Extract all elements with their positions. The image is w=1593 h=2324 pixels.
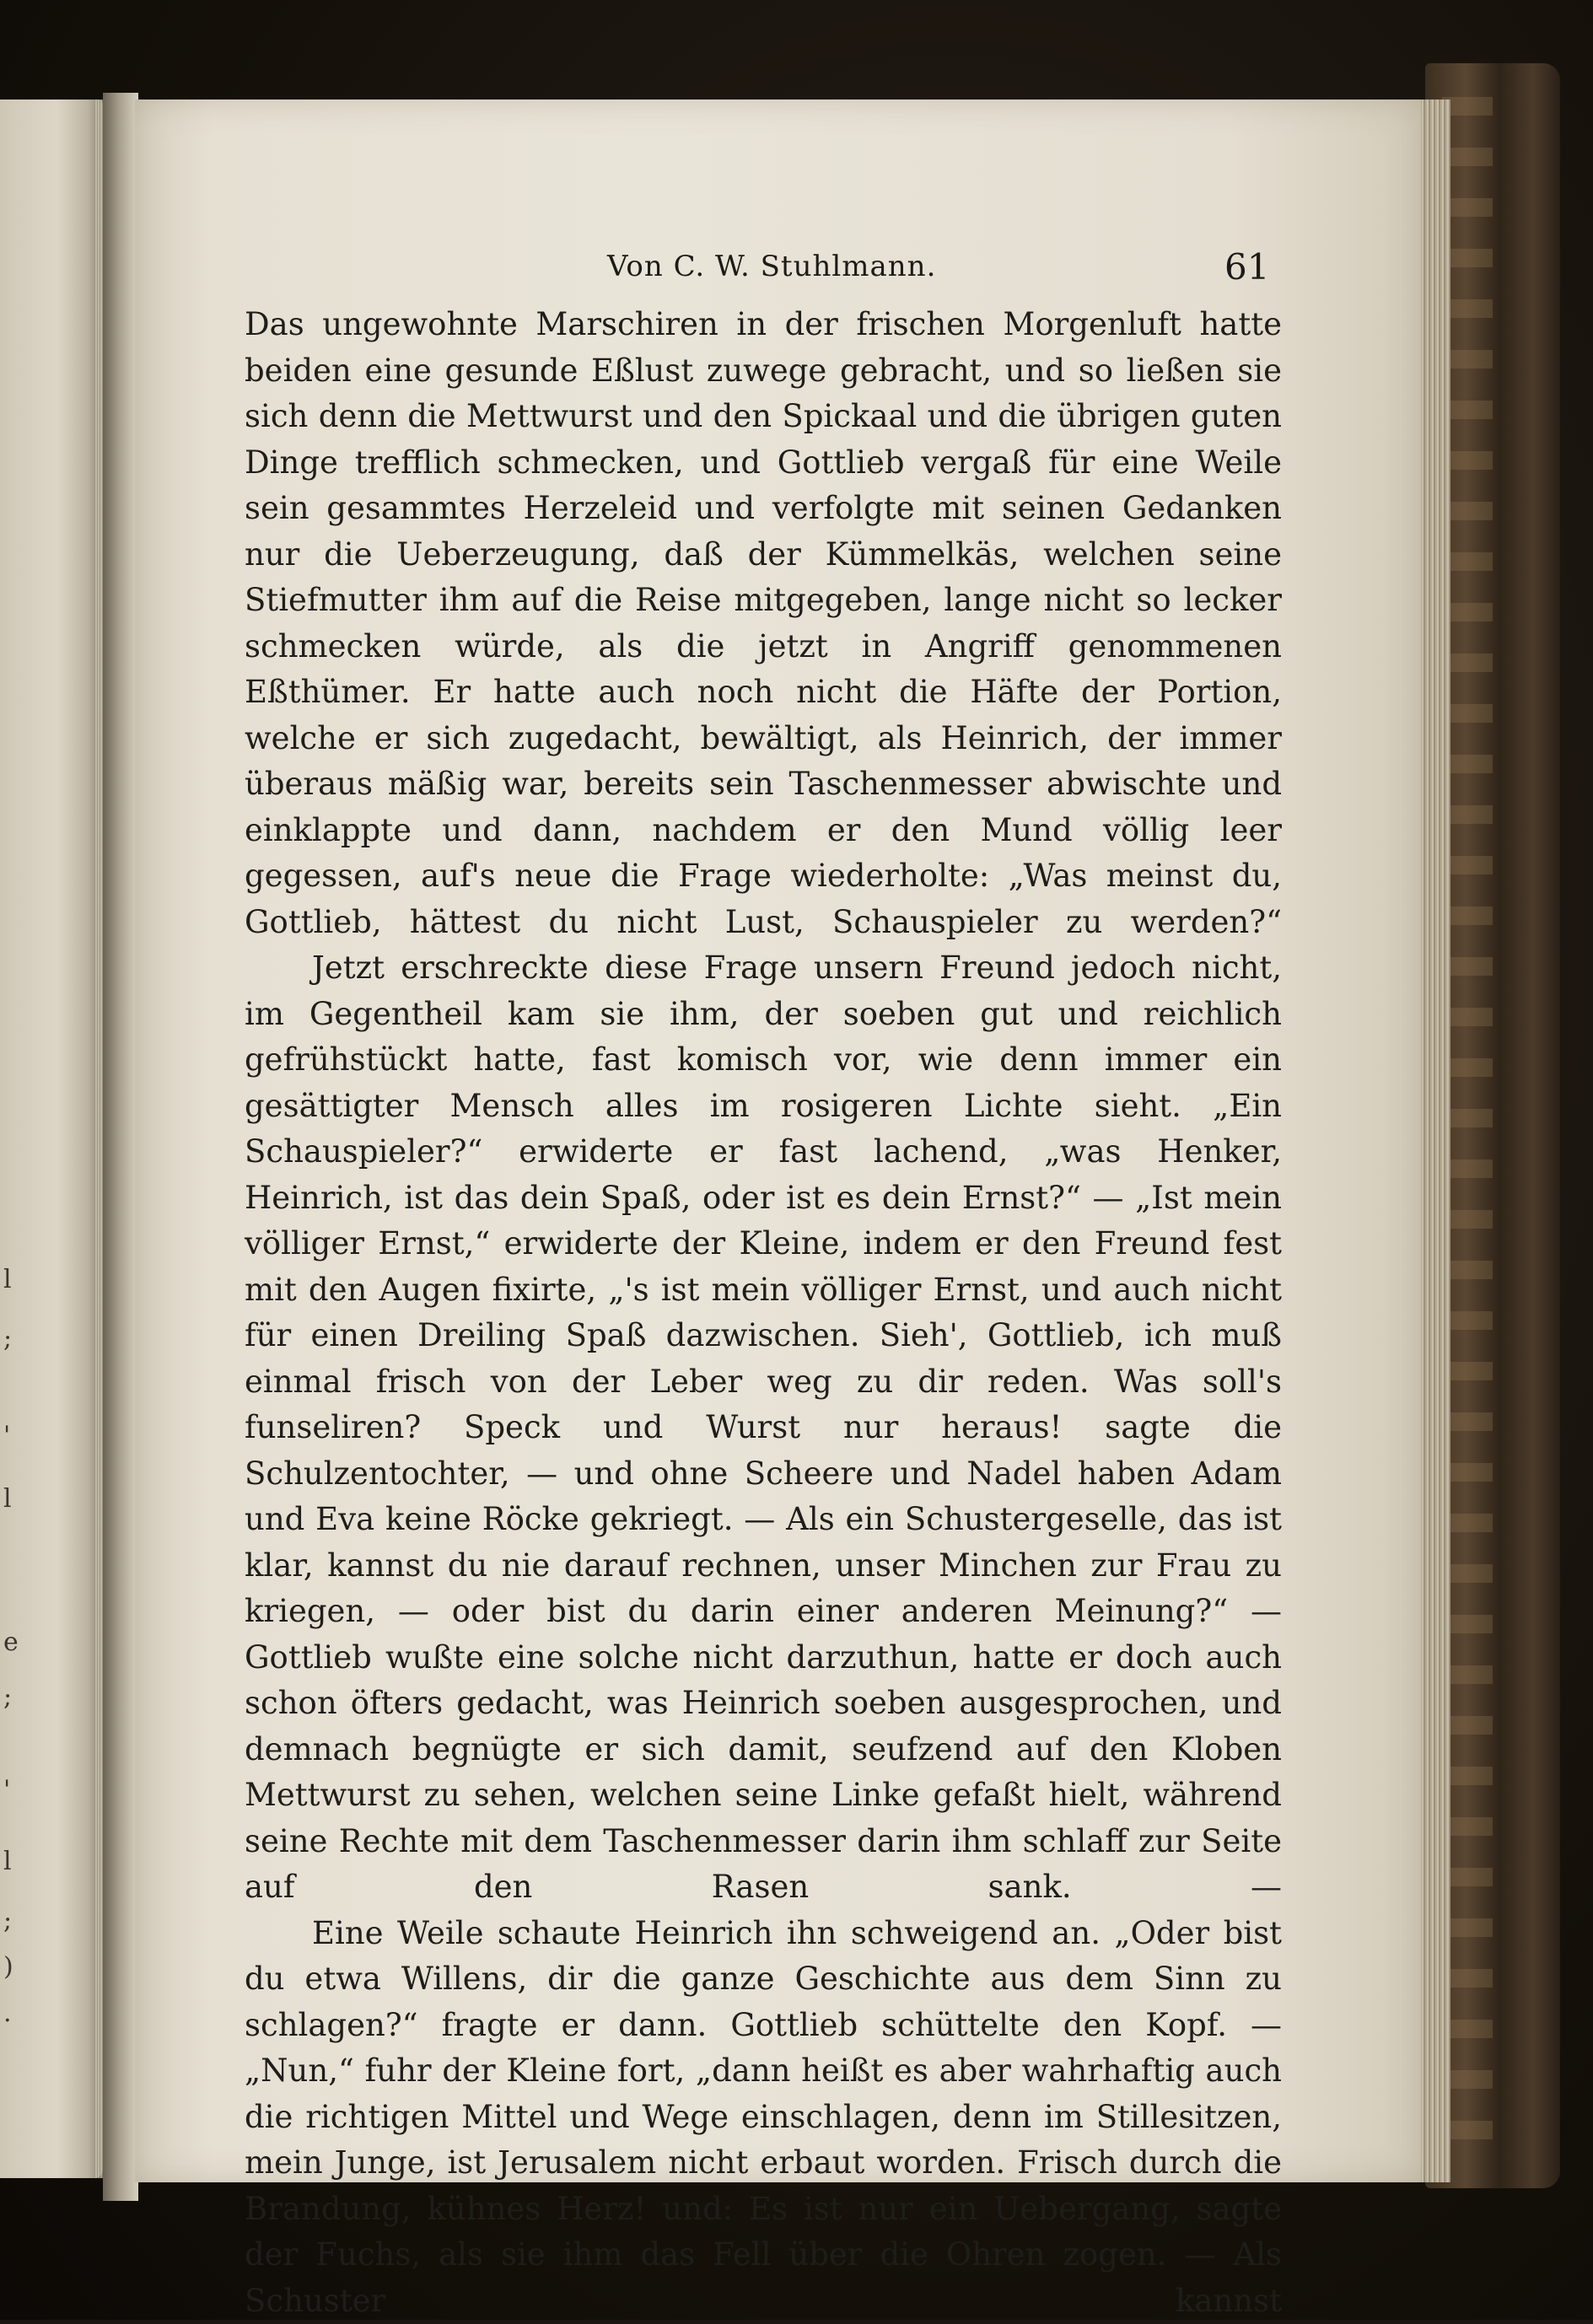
margin-mark: ' [3, 1421, 10, 1450]
paragraph: Eine Weile schaute Heinrich ihn schweigend an. „Oder bist du etwa Willens, dir die ganze Geschichte aus dem Sinn zu schlagen?“ fragte er dann. Gottlieb schüttelte den Kopf. — „Nun,“ fuhr der Kleine fort, „dann heißt es aber wahrhaftig auch die richtigen Mittel und Wege einschlagen, denn im Stillesitzen, mein Junge, ist Jerusalem nicht erbaut worden. Frisch durch die Brandung, kühnes Herz! und: Es ist nur ein Uebergang, sagte der Fuchs, als sie ihm das Fell über die Ohren zogen. — Als Schuster kannst [245, 1911, 1282, 2324]
previous-page-stack [94, 100, 103, 2178]
margin-mark: ; [3, 1324, 12, 1353]
margin-mark: e [3, 1627, 19, 1657]
paragraph: Das ungewohnte Marschiren in der frischen Morgenluft hatte beiden eine gesunde Eßlust zuwege gebracht, und so ließen sie sich denn die Mettwurst und den Spickaal und die übrigen guten Dinge trefflich schmecken, und Gottlieb vergaß für eine Weile sein gesammtes Herzeleid und verfolgte mit seinen Gedanken nur die Ueberzeugung, daß der Kümmelkäs, welchen seine Stiefmutter ihm auf die Reise mitgegeben, lange nicht so lecker schmecken würde, als die jetzt in Angriff genommenen Eßthümer. Er hatte auch noch nicht die Häfte der Portion, welche er sich zugedacht, bewältigt, als Heinrich, der immer überaus mäßig war, bereits sein Taschenmesser abwischte und einklappte und dann, nachdem er den Mund völlig leer gegessen, auf's neue die Frage wiederholte: „Was meinst du, Gottlieb, hättest du nicht Lust, Schauspieler zu werden?“ [245, 302, 1282, 945]
book-page [135, 100, 1421, 2182]
body-text [245, 302, 1282, 2324]
margin-mark: l [3, 1484, 12, 1514]
paragraph: Jetzt erschreckte diese Frage unsern Freund jedoch nicht, im Gegentheil kam sie ihm, der soeben gut und reichlich gefrühstückt hatte, fast komisch vor, wie denn immer ein gesättigter Mensch alles im rosigeren Lichte sieht. „Ein Schauspieler?“ erwiderte er fast lachend, „was Henker, Heinrich, ist das dein Spaß, oder ist es dein Ernst?“ — „Ist mein völliger Ernst,“ erwiderte der Kleine, indem er den Freund fest mit den Augen fixirte, „'s ist mein völliger Ernst, und auch nicht für einen Dreiling Spaß dazwischen. Sieh', Gottlieb, ich muß einmal frisch von der Leber weg zu dir reden. Was soll's funseliren? Speck und Wurst nur heraus! sagte die Schulzentochter, — und ohne Scheere und Nadel haben Adam und Eva keine Röcke gekriegt. — Als ein Schustergeselle, das ist klar, kannst du nie darauf rechnen, unser Minchen zur Frau zu kriegen, — oder bist du darin einer anderen Meinung?“ — Gottlieb wußte eine solche nicht darzuthun, hatte er doch auch schon öfters gedacht, was Heinrich soeben ausgesprochen, und demnach begnügte er sich damit, seufzend auf den Kloben Mettwurst zu sehen, welchen seine Linke gefaßt hielt, während seine Rechte mit dem Taschenmesser darin ihm schlaff zur Seite auf den Rasen sank. — [245, 945, 1282, 1911]
margin-mark: . [3, 1999, 12, 2028]
margin-mark: ; [3, 1906, 12, 1935]
margin-mark: l [3, 1847, 12, 1876]
previous-page-marks [0, 1265, 17, 2024]
book-gutter [103, 93, 138, 2201]
margin-mark: ) [3, 1952, 13, 1982]
page-number: 61 [1224, 246, 1269, 288]
margin-mark: ; [3, 1682, 12, 1712]
running-head-title: Von C. W. Stuhlmann. [607, 250, 936, 283]
margin-mark: ' [3, 1775, 10, 1805]
margin-mark: l [3, 1265, 12, 1294]
